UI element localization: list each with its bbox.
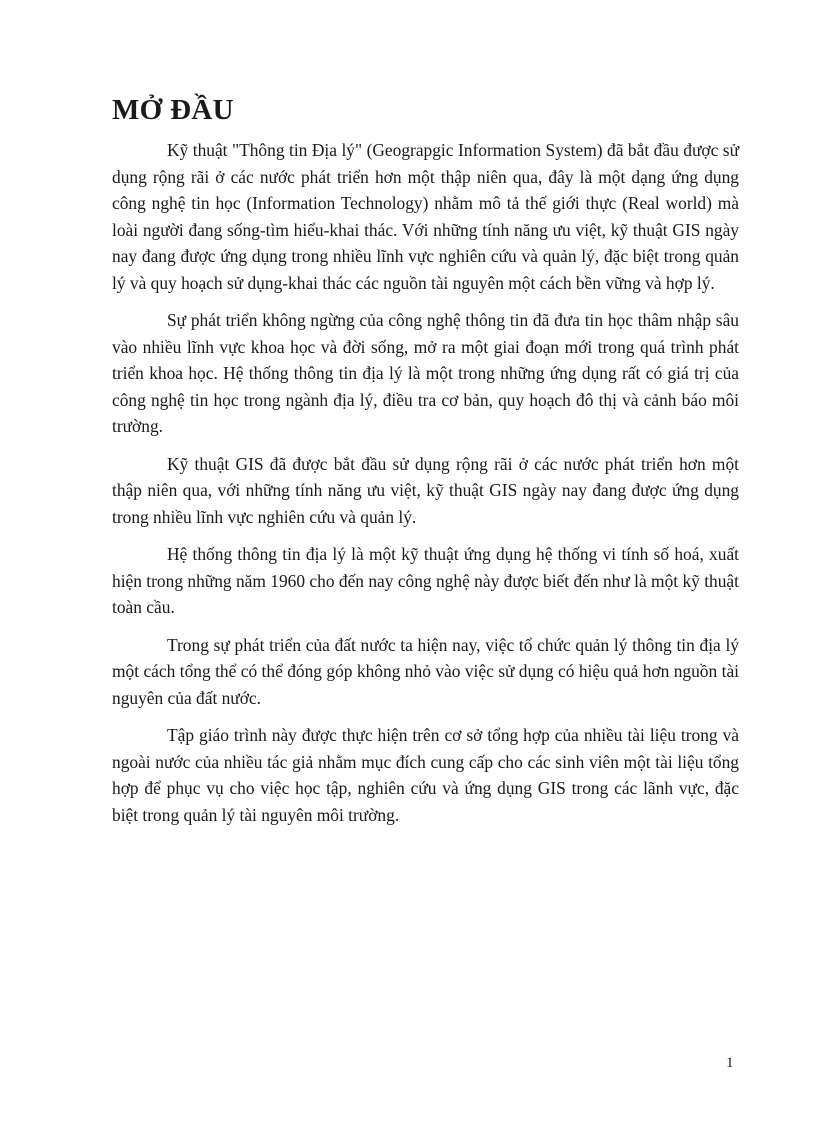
paragraph-4: Hệ thống thông tin địa lý là một kỹ thuật ứng dụng hệ thống vi tính số hoá, xuất hiện trong những năm 1960 cho đến nay công nghệ này được biết đến như là một kỹ thuật toàn cầu.: [112, 544, 739, 617]
paragraph-5: Trong sự phát triển của đất nước ta hiện nay, việc tổ chức quản lý thông tin địa lý một cách tổng thể có thể đóng góp không nhỏ vào việc sử dụng có hiệu quả hơn nguồn tài nguyên của đất nước.: [112, 634, 739, 708]
paragraph-3: Kỹ thuật GIS đã được bắt đầu sử dụng rộng rãi ở các nước phát triển hơn một thập niên qua, với những tính năng ưu việt, kỹ thuật GIS ngày nay đang được ứng dụng trong nhiều lĩnh vực nghiên cứu và quản lý.: [112, 453, 739, 527]
page-title: MỞ ĐẦU: [112, 94, 234, 126]
body-text: [112, 137, 739, 839]
paragraph-1: Kỹ thuật "Thông tin Địa lý" (Geograpgic Information System) đã bắt đầu được sử dụng rộng rãi ở các nước phát triển hơn một thập niên qua, đây là một dạng ứng dụng công nghệ tin học (Information Technology) nhằm mô tả thế giới thực (Real world) mà loài người đang sống-tìm hiểu-khai thác. Với những tính năng ưu việt, kỹ thuật GIS ngày nay đang được ứng dụng trong nhiều lĩnh vực nghiên cứu và quản lý, đặc biệt trong quản lý và quy hoạch sử dụng-khai thác các nguồn tài nguyên một cách bền vững và hợp lý.: [112, 140, 739, 293]
page-number: 1: [726, 1055, 734, 1071]
paragraph-2: Sự phát triển không ngừng của công nghệ thông tin đã đưa tin học thâm nhập sâu vào nhiều lĩnh vực khoa học và đời sống, mở ra một giai đoạn mới trong quá trình phát triển khoa học. Hệ thống thông tin địa lý là một trong những ứng dụng rất có giá trị của công nghệ tin học trong ngành địa lý, điều tra cơ bản, quy hoạch đô thị và cảnh báo môi trường.: [112, 310, 739, 436]
paragraph-6: Tập giáo trình này được thực hiện trên cơ sở tổng hợp của nhiều tài liệu trong và ngoài nước của nhiều tác giả nhằm mục đích cung cấp cho các sinh viên một tài liệu tổng hợp để phục vụ cho việc học tập, nghiên cứu và ứng dụng GIS trong các lãnh vực, đặc biệt trong quản lý tài nguyên môi trường.: [112, 725, 739, 825]
